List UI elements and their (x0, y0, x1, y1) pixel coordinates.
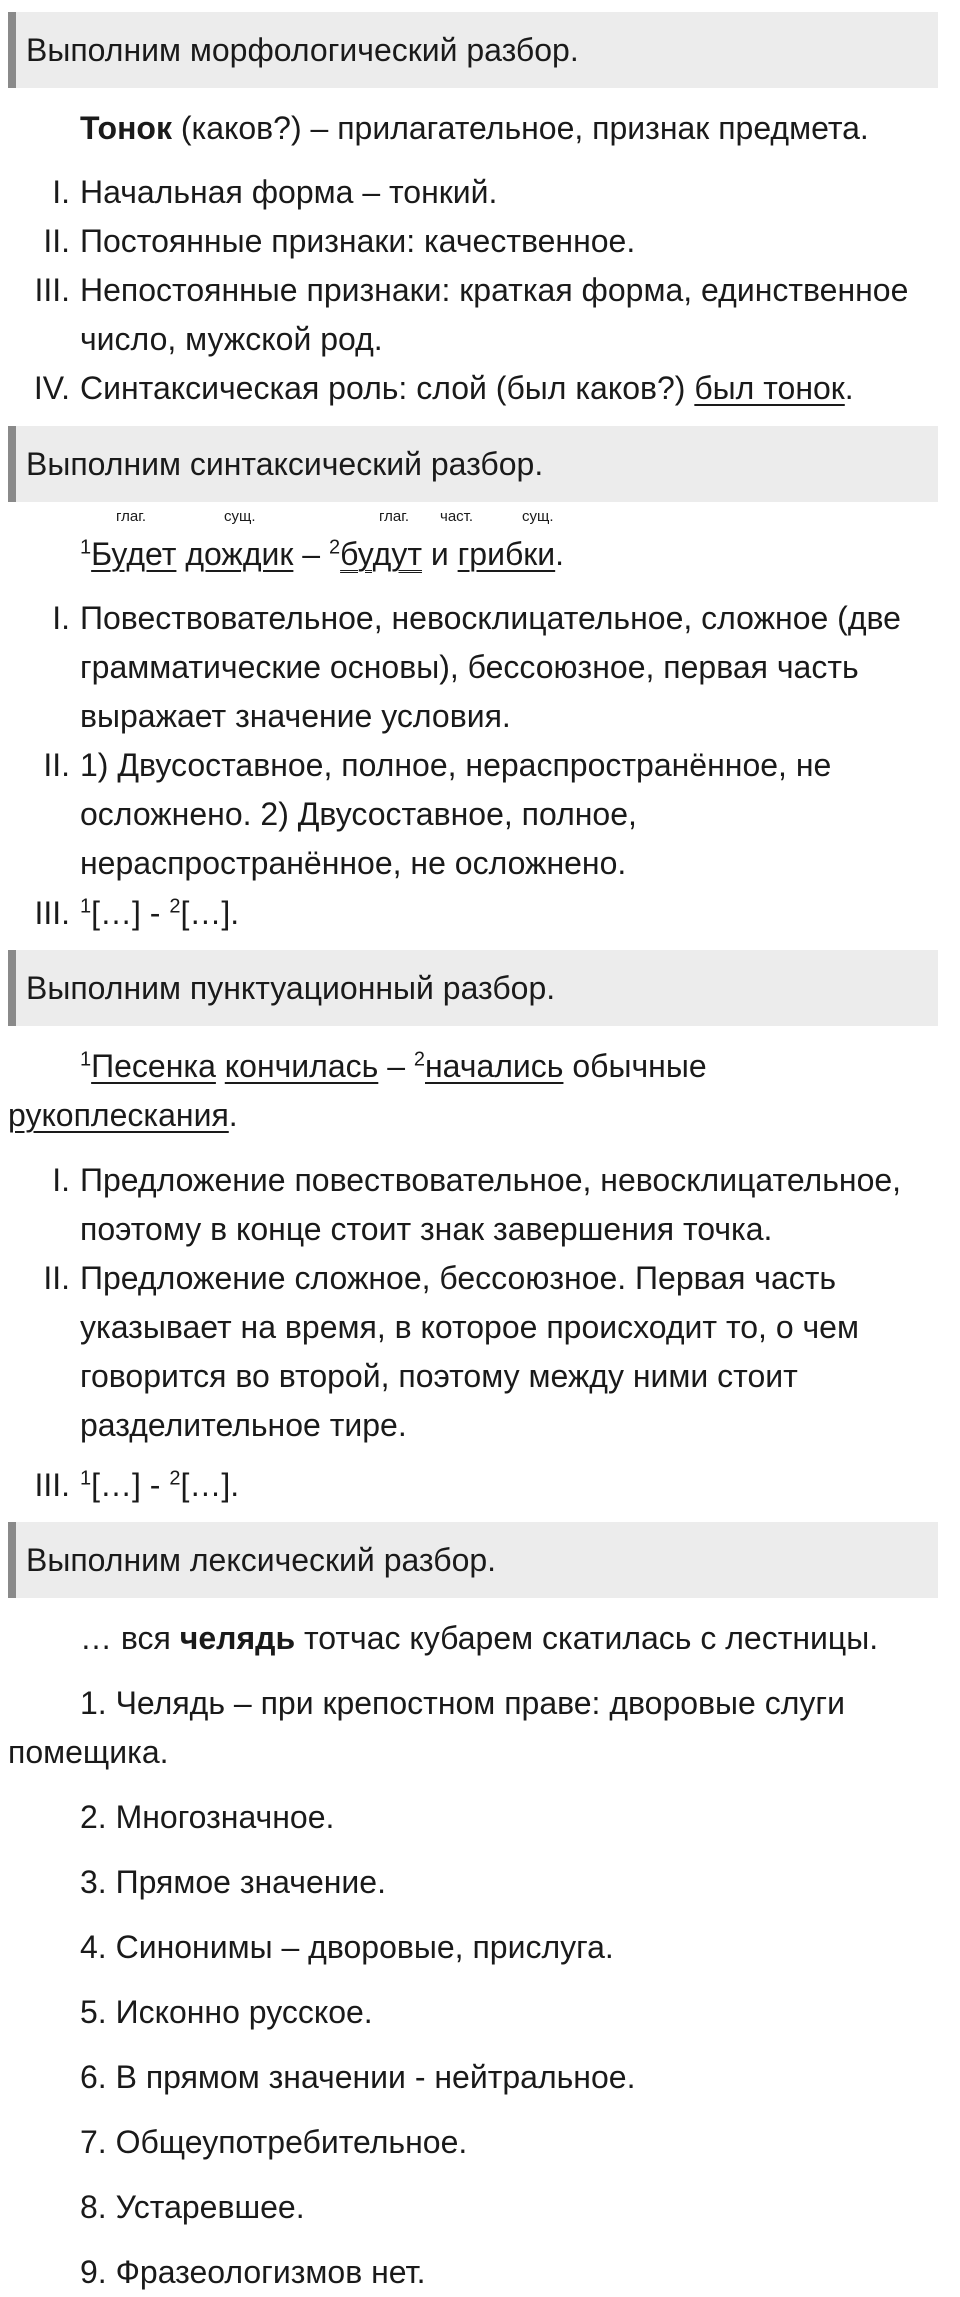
punct-item-num: III. (34, 1467, 70, 1503)
clause-number: 2 (413, 1048, 425, 1071)
clause-number: 1 (80, 536, 92, 559)
morph-role-suffix: . (844, 370, 854, 406)
punct-item-text: Предложение повествовательное, невосклицательное, (80, 1162, 902, 1198)
syntax-item-text: грамматические основы), бессоюзное, первая часть (80, 649, 859, 685)
morph-item-text: число, мужской род. (80, 321, 383, 357)
morph-item-num: I. (52, 174, 70, 210)
morph-item-text: Начальная форма – тонкий. (80, 174, 498, 210)
subject-word: Песенка (91, 1048, 216, 1084)
syntax-item-text: нераспространённое, не осложнено. (80, 845, 627, 881)
punct-section-header: Выполним пунктуационный разбор. (8, 950, 938, 1026)
morph-word-rest: (каков?) – прилагательное, признак предмета. (171, 110, 869, 146)
lex-item: 4. Синонимы – дворовые, прислуга. (80, 1929, 614, 1965)
lex-definition-line: помещика. (8, 1734, 169, 1770)
clause-number: 2 (169, 895, 181, 918)
pos-tag: глаг. (116, 508, 147, 525)
sentence-end: . (555, 536, 565, 572)
pos-tag: част. (440, 508, 474, 525)
lex-item: 8. Устаревшее. (80, 2189, 305, 2225)
syntax-item-text: осложнено. 2) Двусоставное, полное, (80, 796, 637, 832)
morph-item-num: IV. (33, 370, 70, 406)
subject-word: грибки (457, 536, 556, 572)
morph-word-line (80, 108, 869, 148)
conjunction: и (421, 536, 458, 572)
syntax-item-text: выражает значение условия. (80, 698, 511, 734)
pos-tag: глаг. (379, 508, 410, 525)
clause-number: 1 (80, 1048, 92, 1071)
lex-item: 2. Многозначное. (80, 1799, 335, 1835)
lex-item: 3. Прямое значение. (80, 1864, 386, 1900)
lex-item: 9. Фразеологизмов нет. (80, 2254, 426, 2290)
morph-word: Тонок (80, 110, 172, 146)
punct-sentence-line2 (8, 1095, 238, 1135)
syntax-scheme (80, 893, 239, 933)
punct-scheme (80, 1465, 239, 1505)
scheme-part: […] - (91, 1467, 170, 1503)
scheme-part: […] - (91, 895, 170, 931)
lex-item: 7. Общеупотребительное. (80, 2124, 468, 2160)
lex-sentence-pre: … вся (80, 1620, 180, 1656)
pos-tag: сущ. (522, 508, 554, 525)
punct-item-text: говорится во второй, поэтому между ними стоит (80, 1358, 798, 1394)
morph-role-underlined: был тонок (694, 370, 845, 406)
predicate-word: кончилась (224, 1048, 379, 1084)
lex-definition-line: 1. Челядь – при крепостном праве: дворовые слуги (80, 1685, 845, 1721)
syntax-item-num: I. (52, 600, 70, 636)
syntax-item-num: II. (43, 747, 70, 783)
scheme-part: […]. (180, 895, 240, 931)
syntax-sentence (80, 534, 564, 574)
subject-word: рукоплескания (8, 1097, 229, 1133)
punct-item-num: I. (52, 1162, 70, 1198)
clause-number: 2 (169, 1467, 181, 1490)
syntax-item-num: III. (34, 895, 70, 931)
sentence-dash: – (293, 536, 329, 572)
punct-item-text: разделительное тире. (80, 1407, 407, 1443)
lex-sentence (80, 1618, 878, 1658)
morph-item-num: III. (34, 272, 70, 308)
lex-word: челядь (179, 1620, 296, 1656)
predicate-word: начались (425, 1048, 564, 1084)
sentence-rest: обычные (563, 1048, 707, 1084)
pos-tag: сущ. (224, 508, 256, 525)
punct-item-text: Предложение сложное, бессоюзное. Первая часть (80, 1260, 837, 1296)
lex-item: 5. Исконно русское. (80, 1994, 373, 2030)
punct-sentence-line1 (80, 1046, 707, 1086)
morph-item-text (80, 368, 854, 408)
punct-item-text: поэтому в конце стоит знак завершения точка. (80, 1211, 773, 1247)
morph-item-text: Непостоянные признаки: краткая форма, единственное (80, 272, 909, 308)
scheme-part: […]. (180, 1467, 240, 1503)
lex-item: 6. В прямом значении - нейтральное. (80, 2059, 636, 2095)
syntax-section-header: Выполним синтаксический разбор. (8, 426, 938, 502)
lex-section-header: Выполним лексический разбор. (8, 1522, 938, 1598)
clause-number: 1 (80, 895, 92, 918)
clause-number: 1 (80, 1467, 92, 1490)
morph-item-text: Постоянные признаки: качественное. (80, 223, 636, 259)
morph-item-num: II. (43, 223, 70, 259)
subject-word: Будет (91, 536, 177, 572)
sentence-dash: – (378, 1048, 414, 1084)
syntax-item-text: 1) Двусоставное, полное, нераспространённое, не (80, 747, 832, 783)
sentence-end: . (228, 1097, 238, 1133)
predicate-word: будут (340, 536, 422, 572)
punct-item-text: указывает на время, в которое происходит то, о чем (80, 1309, 859, 1345)
lex-sentence-post: тотчас кубарем скатилась с лестницы. (295, 1620, 879, 1656)
morph-role-prefix: Синтаксическая роль: слой (был каков?) (80, 370, 695, 406)
clause-number: 2 (328, 536, 341, 559)
morph-section-header: Выполним морфологический разбор. (8, 12, 938, 88)
subject-word: дождик (185, 536, 294, 572)
syntax-item-text: Повествовательное, невосклицательное, сложное (две (80, 600, 901, 636)
punct-item-num: II. (43, 1260, 70, 1296)
